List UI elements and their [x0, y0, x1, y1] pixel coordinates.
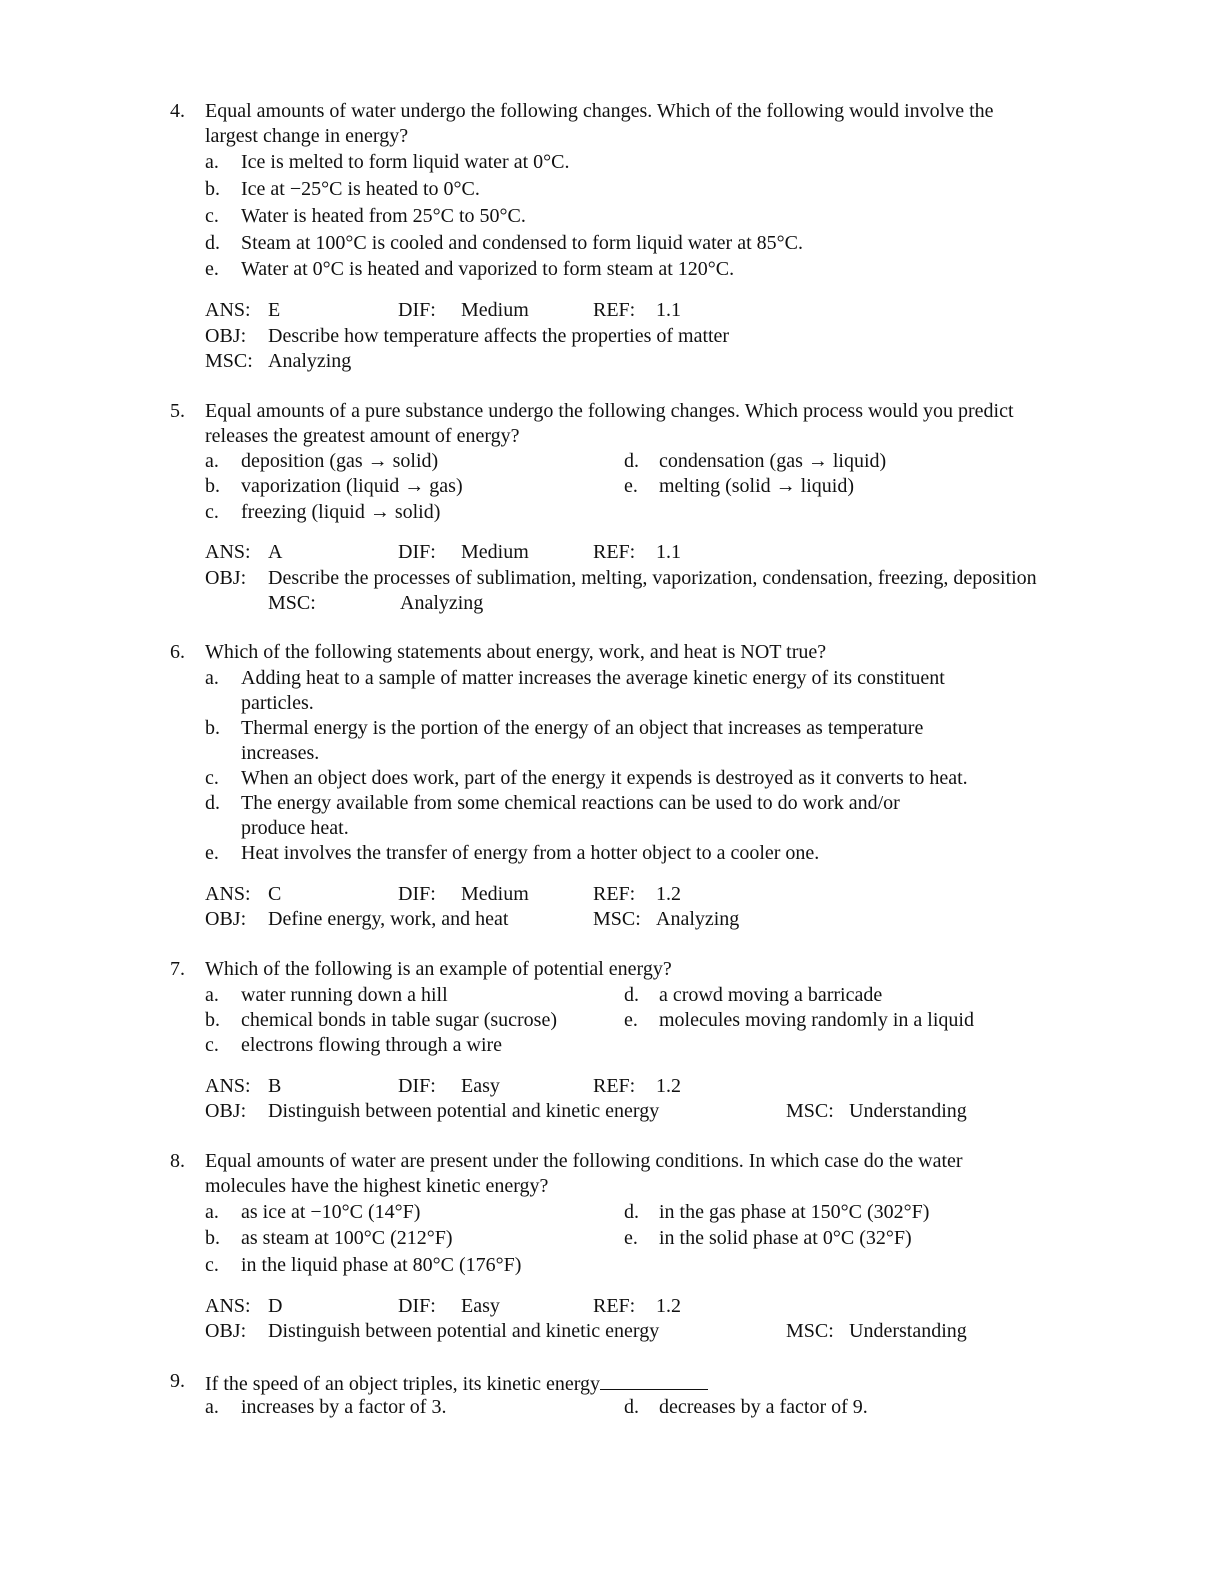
option-text: Thermal energy is the portion of the energy of an object that increases as temperature [241, 717, 924, 739]
option-letter: a. [205, 667, 219, 689]
option-text: increases by a factor of 3. [241, 1396, 447, 1418]
option-letter: e. [205, 258, 219, 280]
msc-label: MSC: [786, 1100, 834, 1122]
option-letter: b. [205, 717, 220, 739]
ans-value: A [268, 541, 283, 563]
ans-value: B [268, 1075, 282, 1097]
ref-label: REF: [593, 1075, 636, 1097]
dif-label: DIF: [398, 1075, 436, 1097]
ans-label: ANS: [205, 299, 251, 321]
question-stem-line: Equal amounts of water are present under the following conditions. In which case do the water [205, 1150, 963, 1172]
question-number: 8. [170, 1150, 185, 1172]
dif-value: Easy [461, 1295, 500, 1317]
obj-value: Distinguish between potential and kinetic energy [268, 1320, 660, 1342]
option-text: electrons flowing through a wire [241, 1034, 503, 1056]
obj-label: OBJ: [205, 1320, 247, 1342]
ans-label: ANS: [205, 1295, 251, 1317]
ref-label: REF: [593, 541, 636, 563]
msc-value: Understanding [849, 1320, 967, 1342]
option-letter: e. [205, 842, 219, 864]
option-text: condensation (gas → liquid) [659, 450, 887, 472]
option-letter: b. [205, 475, 220, 497]
option-text: in the gas phase at 150°C (302°F) [659, 1201, 930, 1223]
msc-label: MSC: [268, 592, 316, 614]
ans-value: E [268, 299, 281, 321]
option-text: Adding heat to a sample of matter increases the average kinetic energy of its constituent [241, 667, 945, 689]
option-letter: e. [624, 1227, 638, 1249]
option-letter: b. [205, 1227, 220, 1249]
option-letter: b. [205, 1009, 220, 1031]
ref-value: 1.2 [656, 1075, 681, 1097]
question-stem-line: releases the greatest amount of energy? [205, 425, 520, 447]
question-number: 6. [170, 641, 185, 663]
ref-label: REF: [593, 1295, 636, 1317]
dif-label: DIF: [398, 299, 436, 321]
question-stem-line: Which of the following is an example of potential energy? [205, 958, 672, 980]
obj-label: OBJ: [205, 325, 247, 347]
option-text: in the solid phase at 0°C (32°F) [659, 1227, 912, 1249]
option-text: as steam at 100°C (212°F) [241, 1227, 453, 1249]
ref-value: 1.1 [656, 541, 681, 563]
option-text: When an object does work, part of the energy it expends is destroyed as it converts to heat. [241, 767, 968, 789]
option-letter: c. [205, 1034, 219, 1056]
dif-value: Medium [461, 299, 529, 321]
dif-label: DIF: [398, 883, 436, 905]
option-letter: d. [205, 232, 220, 254]
option-letter: d. [205, 792, 220, 814]
obj-value: Describe how temperature affects the properties of matter [268, 325, 730, 347]
option-text: Water is heated from 25°C to 50°C. [241, 205, 526, 227]
option-letter: e. [624, 475, 638, 497]
option-letter: d. [624, 1201, 639, 1223]
obj-value: Define energy, work, and heat [268, 908, 509, 930]
question-stem-line [205, 1371, 708, 1394]
option-text: particles. [241, 692, 314, 714]
option-text: Ice at −25°C is heated to 0°C. [241, 178, 480, 200]
option-letter: a. [205, 151, 219, 173]
option-text: a crowd moving a barricade [659, 984, 883, 1006]
question-stem-text: If the speed of an object triples, its kinetic energy [205, 1373, 601, 1395]
ref-label: REF: [593, 299, 636, 321]
option-text: Ice is melted to form liquid water at 0°C. [241, 151, 570, 173]
question-stem-line: Equal amounts of a pure substance undergo the following changes. Which process would you predict [205, 400, 1014, 422]
option-letter: e. [624, 1009, 638, 1031]
msc-value: Understanding [849, 1100, 967, 1122]
ans-label: ANS: [205, 1075, 251, 1097]
option-letter: a. [205, 1396, 219, 1418]
option-letter: a. [205, 984, 219, 1006]
option-text: decreases by a factor of 9. [659, 1396, 868, 1418]
dif-value: Medium [461, 883, 529, 905]
ans-value: C [268, 883, 282, 905]
question-stem-line: Which of the following statements about energy, work, and heat is NOT true? [205, 641, 827, 663]
option-text: deposition (gas → solid) [241, 450, 439, 472]
ref-value: 1.2 [656, 883, 681, 905]
option-text: molecules moving randomly in a liquid [659, 1009, 974, 1031]
option-text: Water at 0°C is heated and vaporized to form steam at 120°C. [241, 258, 735, 280]
ref-value: 1.2 [656, 1295, 681, 1317]
obj-label: OBJ: [205, 908, 247, 930]
option-letter: b. [205, 178, 220, 200]
question-number: 5. [170, 400, 185, 422]
msc-value: Analyzing [656, 908, 740, 930]
option-letter: c. [205, 205, 219, 227]
option-text: The energy available from some chemical reactions can be used to do work and/or [241, 792, 900, 814]
question-stem-line: Equal amounts of water undergo the following changes. Which of the following would involve the [205, 100, 994, 122]
ans-label: ANS: [205, 541, 251, 563]
option-letter: c. [205, 1254, 219, 1276]
option-letter: d. [624, 1396, 639, 1418]
ans-label: ANS: [205, 883, 251, 905]
option-text: in the liquid phase at 80°C (176°F) [241, 1254, 522, 1276]
question-number: 4. [170, 100, 185, 122]
dif-label: DIF: [398, 541, 436, 563]
dif-value: Medium [461, 541, 529, 563]
ref-value: 1.1 [656, 299, 681, 321]
option-letter: a. [205, 450, 219, 472]
answer-blank [600, 1371, 708, 1390]
obj-label: OBJ: [205, 567, 247, 589]
option-text: melting (solid → liquid) [659, 475, 854, 497]
msc-label: MSC: [205, 350, 253, 372]
msc-label: MSC: [786, 1320, 834, 1342]
option-letter: d. [624, 450, 639, 472]
option-letter: a. [205, 1201, 219, 1223]
ref-label: REF: [593, 883, 636, 905]
question-number: 9. [170, 1370, 185, 1392]
option-text: produce heat. [241, 817, 349, 839]
option-letter: c. [205, 767, 219, 789]
option-text: Heat involves the transfer of energy from a hotter object to a cooler one. [241, 842, 820, 864]
option-text: chemical bonds in table sugar (sucrose) [241, 1009, 558, 1031]
option-letter: d. [624, 984, 639, 1006]
msc-label: MSC: [593, 908, 641, 930]
option-text: freezing (liquid → solid) [241, 501, 441, 523]
msc-value: Analyzing [268, 350, 352, 372]
question-stem-line: molecules have the highest kinetic energy? [205, 1175, 549, 1197]
ans-value: D [268, 1295, 283, 1317]
dif-label: DIF: [398, 1295, 436, 1317]
obj-value: Distinguish between potential and kinetic energy [268, 1100, 660, 1122]
msc-value: Analyzing [400, 592, 484, 614]
obj-label: OBJ: [205, 1100, 247, 1122]
dif-value: Easy [461, 1075, 500, 1097]
question-number: 7. [170, 958, 185, 980]
option-text: increases. [241, 742, 320, 764]
option-text: Steam at 100°C is cooled and condensed to form liquid water at 85°C. [241, 232, 803, 254]
option-text: as ice at −10°C (14°F) [241, 1201, 421, 1223]
option-text: vaporization (liquid → gas) [241, 475, 463, 497]
obj-value: Describe the processes of sublimation, melting, vaporization, condensation, freezing, deposition [268, 567, 1037, 589]
option-text: water running down a hill [241, 984, 448, 1006]
question-stem-line: largest change in energy? [205, 125, 409, 147]
option-letter: c. [205, 501, 219, 523]
